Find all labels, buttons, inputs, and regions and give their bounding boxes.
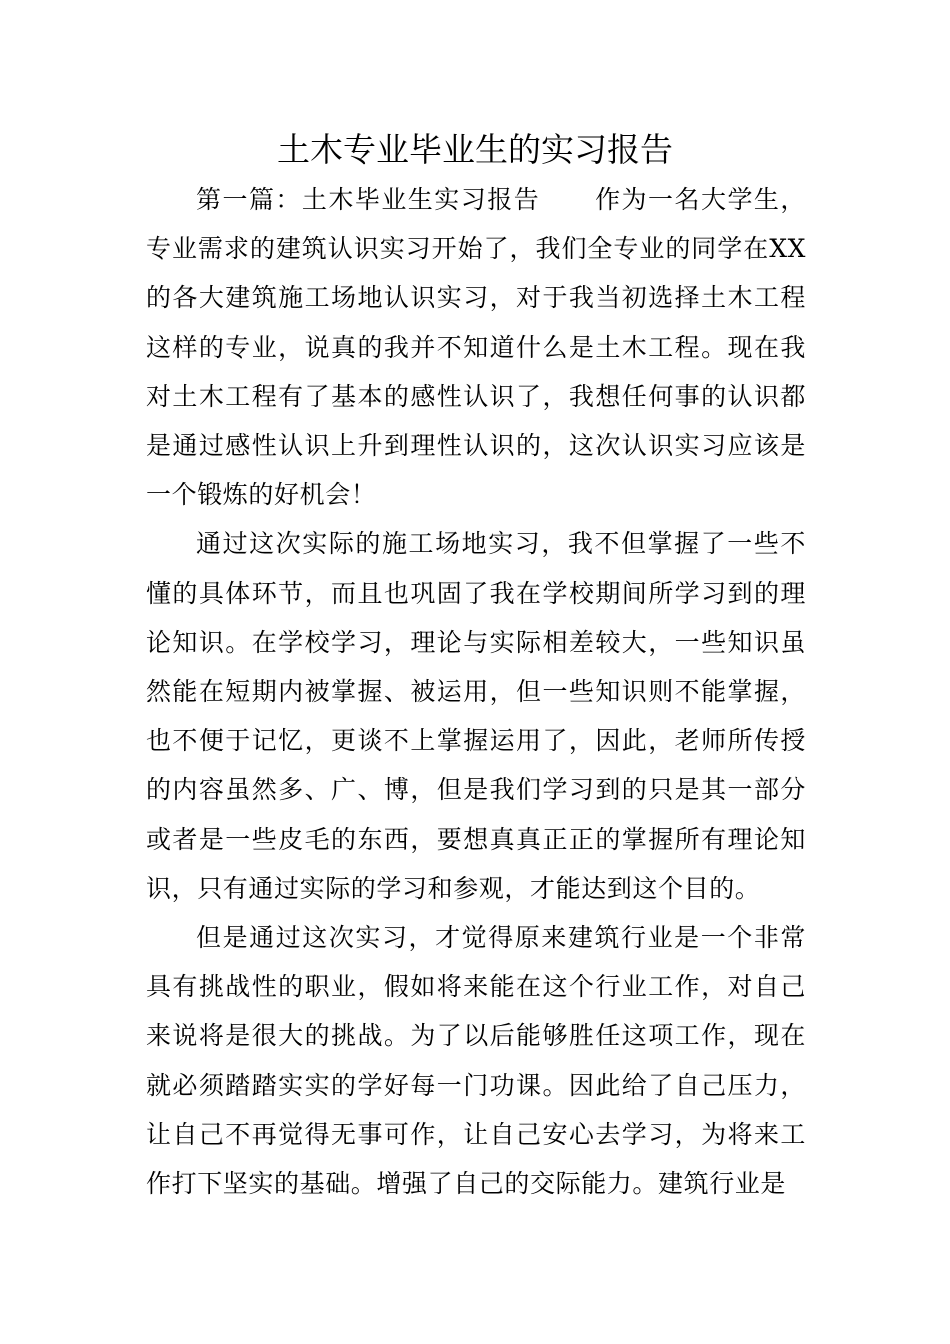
document-title: 土木专业毕业生的实习报告 [277, 130, 673, 169]
paragraph-text: 作为一名大学生，专业需求的建筑认识实习开始了，我们全专业的同学在XX的各大建筑施工场地认识实习，对于我当初选择土木工程这样的专业，说真的我并不知道什么是土木工程。现在我对土木工程有了基本的感性认识了，我想任何事的认识都是通过感性认识上升到理性认识的，这次认识实习应该是一个锻炼的好机会！ [146, 185, 806, 510]
paragraph-text: 通过这次实际的施工场地实习，我不但掌握了一些不懂的具体环节，而且也巩固了我在学校期间所学习到的理论知识。在学校学习，理论与实际相差较大，一些知识虽然能在短期内被掌握、被运用，但一些知识则不能掌握，也不便于记忆，更谈不上掌握运用了，因此，老师所传授的内容虽然多、广、博，但是我们学习到的只是其一部分或者是一些皮毛的东西，要想真真正正的掌握所有理论知识，只有通过实际的学习和参观，才能达到这个目的。 [146, 529, 806, 903]
paragraph-text: 但是通过这次实习，才觉得原来建筑行业是一个非常具有挑战性的职业，假如将来能在这个行业工作，对自己来说将是很大的挑战。为了以后能够胜任这项工作，现在就必须踏踏实实的学好每一门功课。因此给了自己压力，让自己不再觉得无事可作，让自己安心去学习，为将来工作打下坚实的基础。增强了自己的交际能力。建筑行业是 [146, 923, 806, 1199]
document-body [146, 175, 806, 1208]
paragraph-2 [146, 519, 806, 913]
paragraph-1 [146, 175, 806, 519]
paragraph-3 [146, 913, 806, 1208]
section-heading: 第一篇：土木毕业生实习报告 [196, 185, 541, 214]
